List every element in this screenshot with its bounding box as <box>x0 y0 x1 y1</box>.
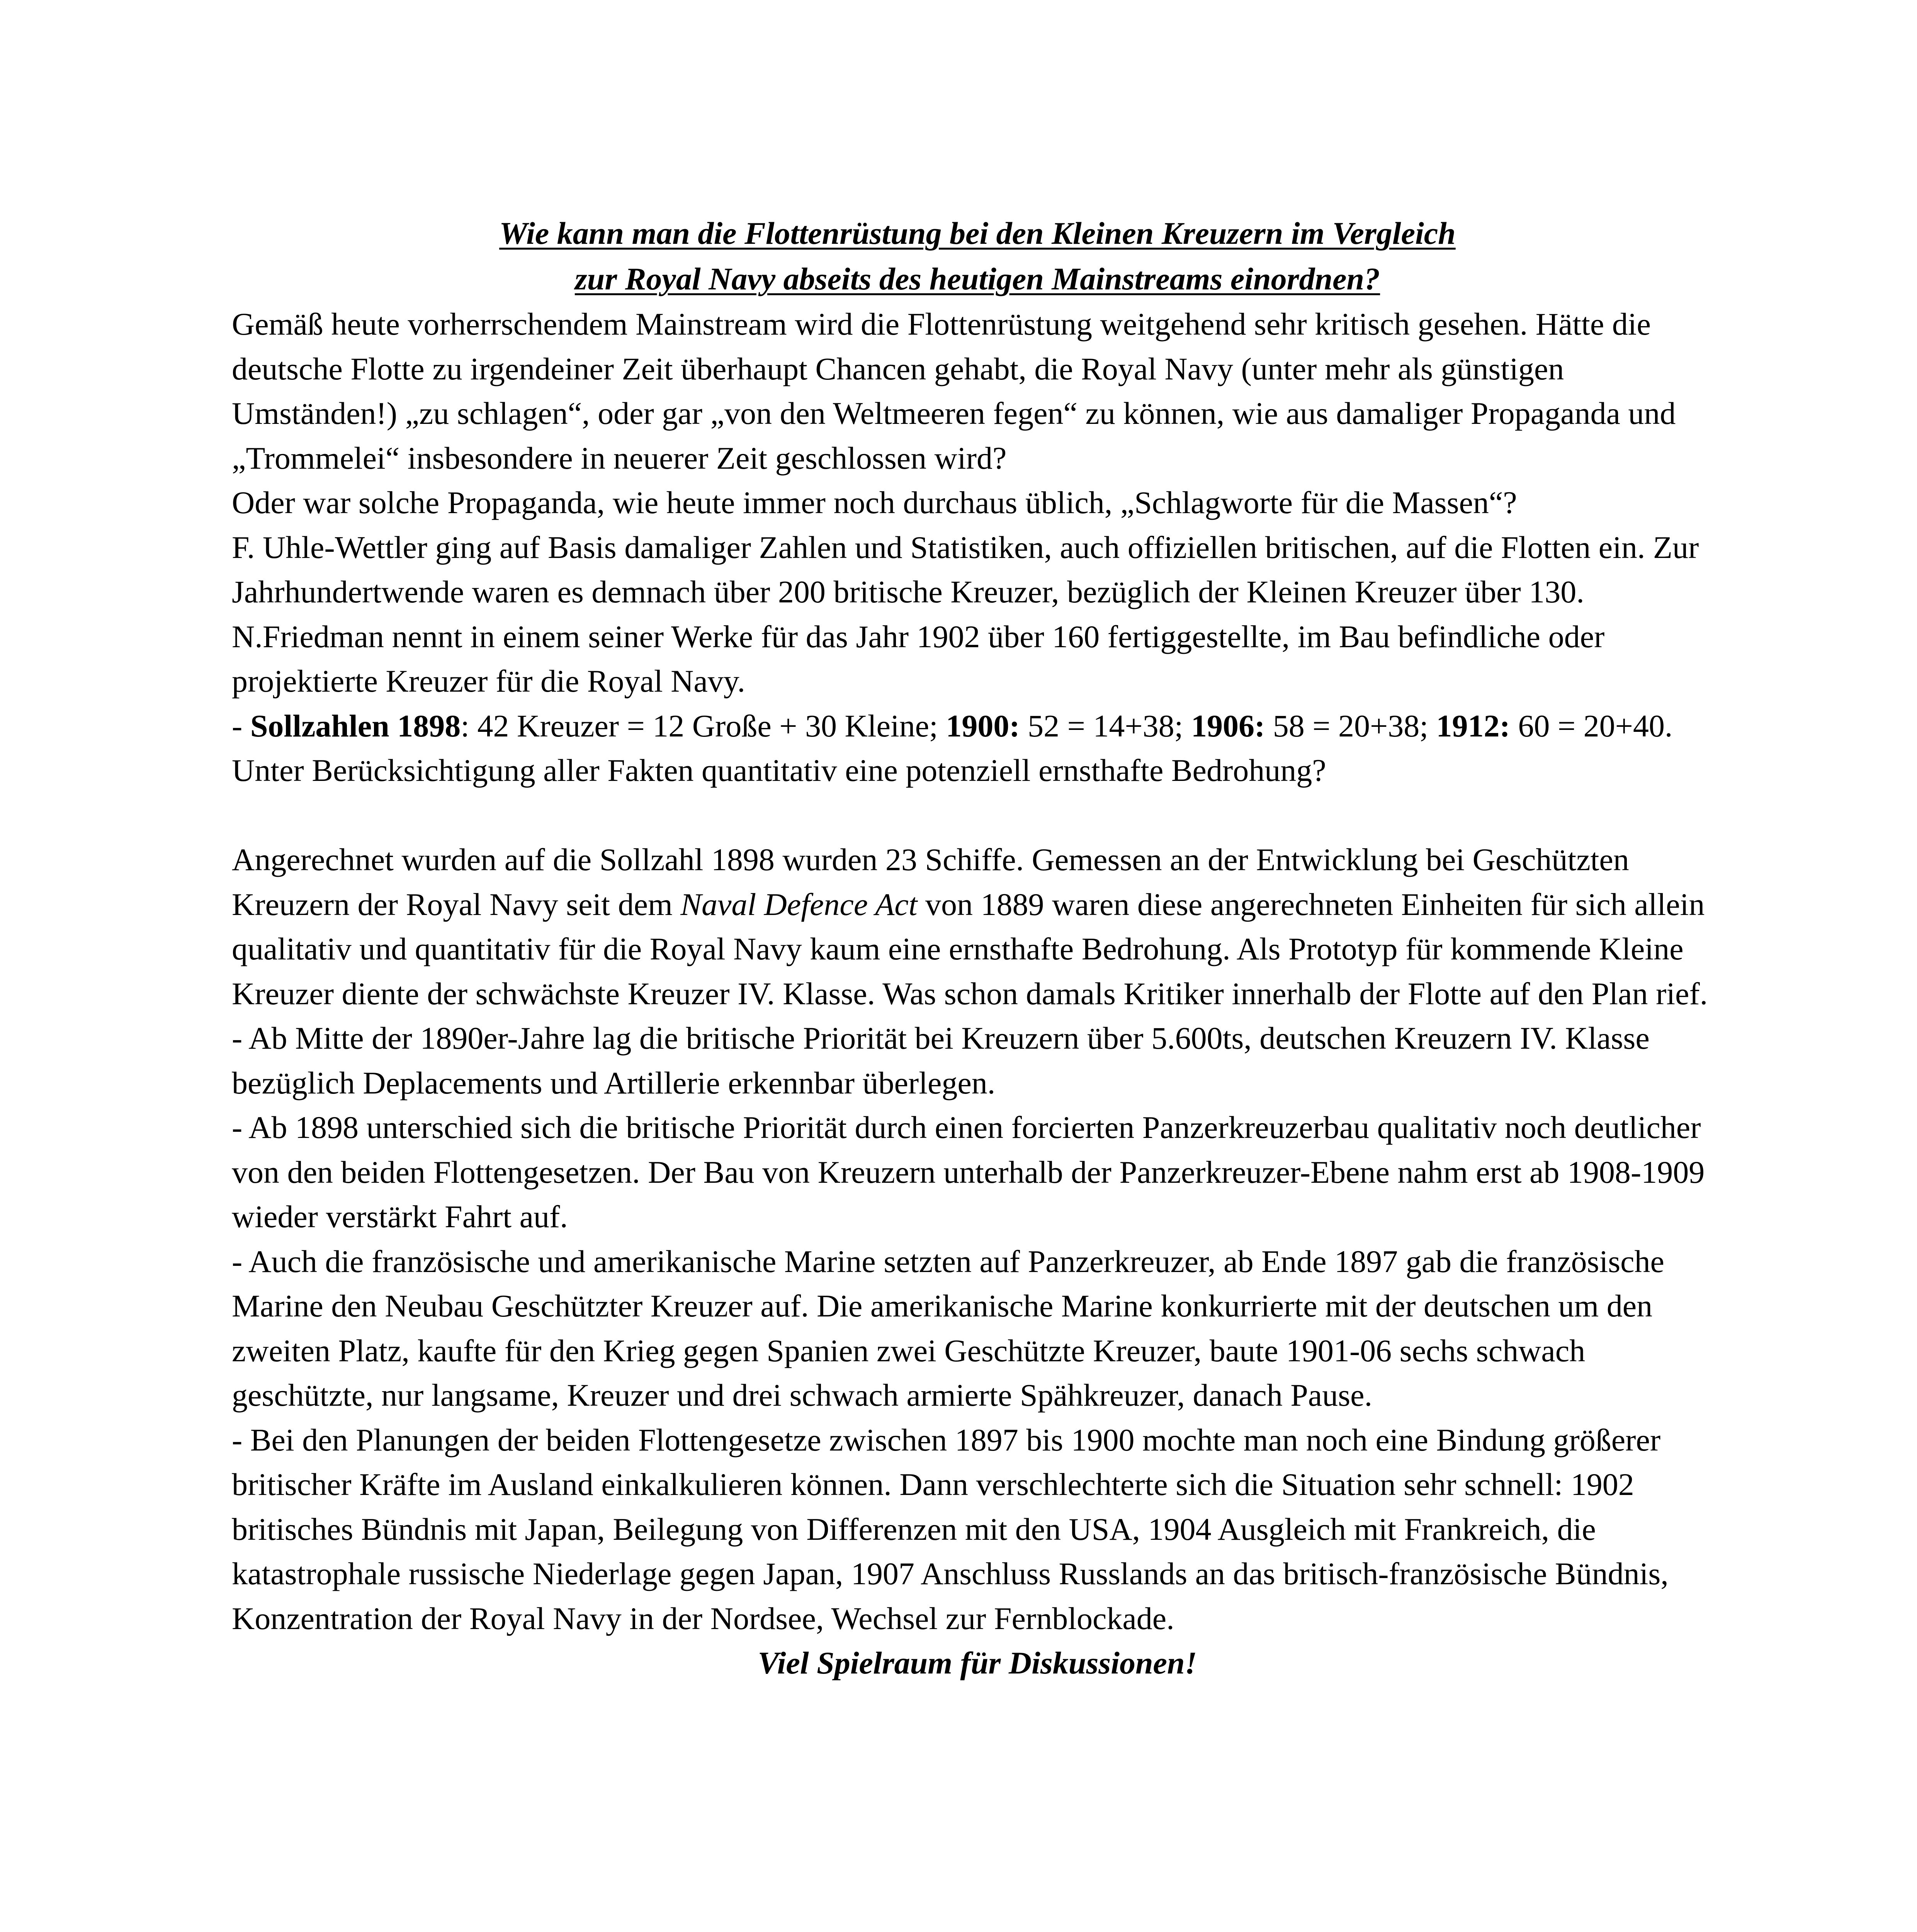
sollzahlen-text-1898: : 42 Kreuzer = 12 Große + 30 Kleine; <box>461 708 946 743</box>
sollzahlen-text-1906: 58 = 20+38; <box>1265 708 1436 743</box>
title-line-1: Wie kann man die Flottenrüstung bei den Kleinen Kreuzern im Vergleich <box>499 216 1456 251</box>
paragraph-uhle-wettler: F. Uhle-Wettler ging auf Basis damaliger Zahlen und Statistiken, auch offiziellen britischen, auf die Flotten ein. Zur Jahrhundertwende waren es demnach über 200 britische Kreuzer, bezüglich der Kleinen Kreuzer über 130. <box>232 529 1699 609</box>
sollzahlen-label-1900: 1900: <box>946 708 1020 743</box>
paragraph-spacer <box>232 793 1723 838</box>
sollzahlen-prefix: - <box>232 708 250 743</box>
sollzahlen-label-1898: Sollzahlen 1898 <box>250 708 461 743</box>
paragraph-planungen: - Bei den Planungen der beiden Flottengesetze zwischen 1897 bis 1900 mochte man noch eine Bindung größerer britischer Kräfte im Ausland einkalkulieren können. Dann verschlechterte sich die Situation sehr schnell: 1902 britisches Bündnis mit Japan, Beilegung von Differenzen mit den USA, 1904 Ausgleich mit Frankreich, die katastrophale russische Niederlage gegen Japan, 1907 Anschluss Russlands an das britisch-französische Bündnis, Konzentration der Royal Navy in der Nordsee, Wechsel zur Fernblockade. <box>232 1422 1669 1636</box>
paragraph-mitte-1890er: - Ab Mitte der 1890er-Jahre lag die britische Priorität bei Kreuzern über 5.600ts, deutschen Kreuzern IV. Klasse bezüglich Deplacements und Artillerie erkennbar überlegen. <box>232 1020 1650 1100</box>
angerechnet-text-2: von 1889 waren diese angerechneten Einheiten für sich allein qualitativ und quantitativ für die Royal Navy kaum eine ernsthafte Bedrohung. Als Prototyp für kommende Kleine Kreuzer diente der schwächste Kreuzer IV. Klasse. Was schon damals Kritiker innerhalb der Flotte auf den Plan rief. <box>232 886 1708 1011</box>
angerechnet-text-1: Angerechnet wurden auf die Sollzahl 1898 wurden 23 Schiffe. Gemessen an der Entwicklung bei Geschützten Kreuzern der Royal Navy seit dem <box>232 842 1629 922</box>
paragraph-ab-1898: - Ab 1898 unterschied sich die britische Priorität durch einen forcierten Panzerkreuzerbau qualitativ noch deutlicher von den beiden Flottengesetzen. Der Bau von Kreuzern unterhalb der Panzerkreuzer-Ebene nahm erst ab 1908-1909 wieder verstärkt Fahrt auf. <box>232 1110 1705 1234</box>
paragraph-mainstream: Gemäß heute vorherrschendem Mainstream wird die Flottenrüstung weitgehend sehr kritisch gesehen. Hätte die deutsche Flotte zu irgendeiner Zeit überhaupt Chancen gehabt, die Royal Navy (unter mehr als günstigen Umständen!) „zu schlagen“, oder gar „von den Weltmeeren fegen“ zu können, wie aus damaliger Propaganda und „Trommelei“ insbesondere in neuerer Zeit geschlossen wird? <box>232 306 1676 476</box>
title-line-2: zur Royal Navy abseits des heutigen Mainstreams einordnen? <box>574 261 1380 296</box>
paragraph-friedman: N.Friedman nennt in einem seiner Werke für das Jahr 1902 über 160 fertiggestellte, im Bau befindliche oder projektierte Kreuzer für die Royal Navy. <box>232 619 1605 699</box>
sollzahlen-label-1912: 1912: <box>1436 708 1510 743</box>
sollzahlen-label-1906: 1906: <box>1191 708 1265 743</box>
naval-defence-act: Naval Defence Act <box>680 886 918 922</box>
paragraph-angerechnet <box>232 837 1723 1016</box>
paragraph-propaganda: Oder war solche Propaganda, wie heute immer noch durchaus üblich, „Schlagworte für die Massen“? <box>232 485 1517 520</box>
document-page <box>232 211 1723 1685</box>
sollzahlen-text-1912: 60 = 20+40. Unter Berücksichtigung aller Fakten quantitativ eine potenziell ernsthafte Bedrohung? <box>232 708 1673 788</box>
document-title <box>232 211 1723 302</box>
document-body <box>232 302 1723 1641</box>
paragraph-franzoesisch-amerikanisch: - Auch die französische und amerikanische Marine setzten auf Panzerkreuzer, ab Ende 1897 gab die französische Marine den Neubau Geschützter Kreuzer auf. Die amerikanische Marine konkurrierte mit der deutschen um den zweiten Platz, kaufte für den Krieg gegen Spanien zwei Geschützte Kreuzer, baute 1901-06 sechs schwach geschützte, nur langsame, Kreuzer und drei schwach armierte Spähkreuzer, danach Pause. <box>232 1243 1664 1413</box>
sollzahlen-text-1900: 52 = 14+38; <box>1020 708 1191 743</box>
paragraph-sollzahlen <box>232 704 1723 793</box>
closing-line: Viel Spielraum für Diskussionen! <box>758 1645 1197 1680</box>
